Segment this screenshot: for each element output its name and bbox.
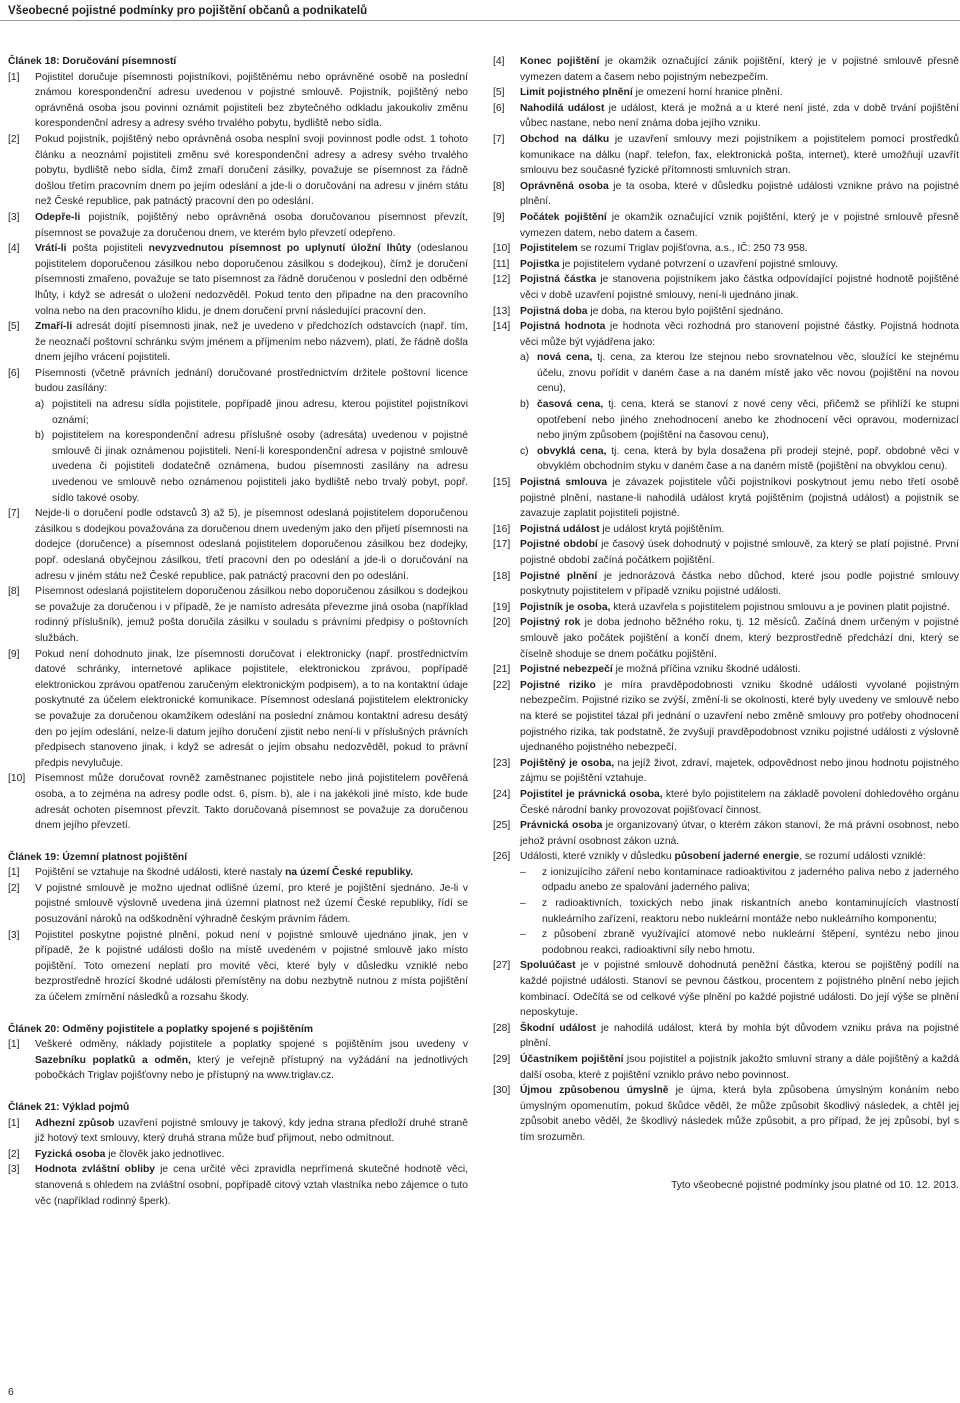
paragraph-number: [11] — [493, 258, 510, 270]
paragraph-text: Pojištění se vztahuje na škodné události, které nastaly — [35, 867, 286, 879]
validity-note: Tyto všeobecné pojistné podmínky jsou platné od 10. 12. 2013. — [671, 1179, 959, 1191]
paragraph-number: [2] — [8, 882, 20, 894]
definition-item — [493, 210, 959, 241]
definition-item — [493, 1052, 959, 1083]
article-21-paragraph-1 — [8, 1116, 468, 1147]
definition-text: je ta osoba, které v důsledku pojistné události vznikne právo na pojistné plnění. — [520, 180, 960, 208]
paragraph-text: Pokud pojistník, pojištěný nebo oprávněná osoba nesplní svoji povinnost podle odst. 1 tohoto článku a neoznámí pojistiteli změnu své korespondenční adresy a adresy svého trvalého pobytu, bydliště nebo sídla, čímž zmaří doručení zásilky, považuje se písemnost za řádně došlou třetím pracovním dnem po jejím odeslání a jde-li o doručování na adresu v jiném státu než České republice, pak patnáctý pracovní den po odeslání. — [35, 133, 468, 208]
paragraph-number: [8] — [493, 180, 505, 192]
right-column — [493, 54, 959, 1193]
term: nevyzvednutou písemnost po uplynutí úložní lhůty — [148, 243, 412, 255]
definition-item — [493, 101, 959, 132]
article-18-paragraph-8 — [8, 584, 468, 646]
definition-text: je možná příčina vzniku škodné události. — [612, 664, 801, 676]
paragraph-number: [9] — [493, 211, 505, 223]
term: Nahodilá událost — [520, 102, 605, 114]
article-18-paragraph-2 — [8, 132, 468, 210]
definition-text: , se rozumí události vzniklé: — [799, 851, 926, 863]
definition-text: se rozumí Triglav pojišťovna, a.s., IČ: 250 73 958. — [577, 243, 808, 255]
term: Pojistitelem — [520, 243, 578, 255]
paragraph-number: [2] — [8, 1148, 20, 1160]
dash-text: z radioaktivních, toxických nebo jinak riskantních anebo kontaminujících vlastností nukleárního zařízení, reaktoru nebo nukleární montáže nebo nukleárního komponentu; — [542, 898, 959, 925]
article-18-paragraph-7 — [8, 506, 468, 584]
article-18-paragraph-6 — [8, 366, 468, 506]
term: Fyzická osoba — [35, 1148, 106, 1160]
definition-item — [493, 132, 959, 179]
dash-list-item — [520, 896, 959, 927]
term: Vrátí-li — [35, 243, 67, 255]
dash-bullet: – — [520, 898, 526, 910]
article-19-paragraph-3 — [8, 928, 468, 1006]
list-label: c) — [520, 445, 529, 457]
list-text: tj. cena, za kterou lze stejnou nebo srovnatelnou věc, sloužící ke stejnému účelu, znovu pořídit v daném čase a na daném místě jako věc novou (pojištění na novou cenu), — [537, 352, 959, 395]
list-item — [520, 397, 959, 444]
paragraph-number: [28] — [493, 1022, 511, 1034]
paragraph-number: [20] — [493, 617, 511, 629]
list-item — [35, 428, 468, 506]
term: Újmou způsobenou úmyslně — [520, 1085, 669, 1097]
article-18-title: Článek 18: Doručování písemností — [8, 56, 177, 67]
paragraph-number: [9] — [8, 648, 20, 660]
dash-bullet: – — [520, 866, 526, 878]
term: Pojistná doba — [520, 305, 588, 317]
definition-text: je doba jednoho běžného roku, tj. 12 měsíců. Začíná dnem určeným v pojistné smlouvě jako počátek pojištění a končí dnem, který bezprostředně předchází dni, který se číselně shoduje se dnem počátku pojištění. — [520, 617, 960, 660]
term: Pojistník je osoba, — [520, 601, 611, 613]
definition-text: je nahodilá událost, která by mohla být důvodem vzniku práva na pojistné plnění. — [520, 1022, 959, 1050]
definition-item — [493, 85, 959, 101]
section-gap — [8, 1084, 468, 1100]
paragraph-number: [12] — [493, 274, 511, 286]
definition-item — [493, 958, 959, 1020]
term: nová cena, — [537, 352, 593, 364]
term: Hodnota zvláštní obliby — [35, 1164, 155, 1176]
term: Škodní událost — [520, 1022, 596, 1034]
article-19-title: Článek 19: Územní platnost pojištění — [8, 851, 188, 863]
article-19-paragraph-1 — [8, 865, 468, 881]
definition-item — [493, 522, 959, 538]
article-20-title: Článek 20: Odměny pojistitele a poplatky spojené s pojištěním — [8, 1023, 313, 1035]
definition-text: je omezení horní hranice plnění. — [632, 87, 783, 99]
paragraph-number: [25] — [493, 820, 511, 832]
paragraph-text: Písemnost odeslaná pojistitelem doporučenou zásilkou nebo doporučenou zásilkou s dodejkou se považuje za doručenou i v případě, že je namísto adresáta převezme jiná osoba (například rodinný příslušník), jemuž pošta doručila zásilku v souladu s právními předpisy o poštovních službách. — [35, 586, 468, 644]
definition-text: je uzavření smlouvy mezi pojistníkem a pojistitelem pomocí prostředků komunikace na dálku (např. telefon, fax, elektronická pošta, internet), které umožňují uzavřít smlouvu bez současné fyzické přítomnosti smluvních stran. — [520, 133, 960, 177]
paragraph-number: [14] — [493, 321, 511, 333]
definition-text: je v pojistné smlouvě dohodnutá peněžní částka, kterou se pojištěný podílí na každé pojistné události. Stanoví se pevnou částkou, procentem z pojistného plnění nebo jejich kombinací. Odečítá se od celkové výše plnění po každé pojistné události. Do její výše se plnění neposkytuje. — [520, 960, 959, 1019]
definition-text: je jednorázová částka nebo důchod, které jsou podle pojistné smlouvy poskytnuty pojistitelem v případě vzniku pojistné události. — [520, 570, 959, 598]
paragraph-number: [1] — [8, 1117, 20, 1129]
definition-item — [493, 662, 959, 678]
term: obvyklá cena, — [537, 445, 607, 457]
definition-text: které bylo pojistitelem na základě povolení dohledového orgánu České národní banky provozovat pojišťovací činnost. — [520, 788, 959, 816]
paragraph-number: [17] — [493, 539, 511, 551]
definition-text: je okamžik označující zánik pojištění, který je v pojistné smlouvě přesně vymezen datem a časem nebo pojistným nebezpečím. — [520, 56, 959, 83]
definition-item — [493, 756, 959, 787]
definition-item — [493, 1021, 959, 1052]
list-text: tj. cena, která by byla dosažena při prodeji stejné, popř. obdobné věci v obvyklém obchodním styku v daném čase a na daném místě (pojištění na obvyklou cenu). — [537, 445, 959, 473]
term: Právnická osoba — [520, 820, 603, 832]
list-item — [35, 397, 468, 428]
definition-text: je újma, která byla způsobena úmyslným konáním nebo úmyslným opomenutím, pokud škůdce věděl, že může způsobit škodlivý následek, a chtěl jej způsobit anebo věděl, že škodlivý následek může způsobit, a pro případ, že jej způsobí, byl s tím srozuměn. — [520, 1085, 959, 1143]
definition-item — [493, 678, 959, 756]
article-21-paragraph-2 — [8, 1147, 468, 1163]
article-19-paragraph-2 — [8, 881, 468, 928]
paragraph-text: který je veřejně přístupný na vyžádání na jednotlivých pobočkách Triglav pojišťovny nebo je přístupný na www.triglav.cz. — [35, 1054, 469, 1082]
paragraph-number: [13] — [493, 305, 511, 317]
term: Pojistné nebezpečí — [520, 664, 613, 676]
paragraph-number: [27] — [493, 960, 511, 972]
term: Zmaří-li — [35, 321, 73, 333]
definition-item — [493, 615, 959, 662]
term: působení jaderné energie — [674, 851, 800, 863]
definition-text: na jejíž život, zdraví, majetek, odpovědnost nebo jinou hodnotu pojistného zájmu se pojištění vztahuje. — [520, 757, 959, 785]
paragraph-number: [29] — [493, 1054, 511, 1065]
paragraph-number: [1] — [8, 1039, 20, 1051]
term: Pojištěný je osoba, — [520, 757, 615, 769]
paragraph-number: [3] — [8, 211, 20, 223]
paragraph-number: [18] — [493, 570, 511, 582]
paragraph-text: pošta pojistiteli — [66, 243, 149, 255]
paragraph-number: [10] — [8, 773, 26, 785]
dash-text: z působení zbraně využívající atomové nebo nukleární štěpení, syntézu nebo jinou podobnou reakci, radioaktivní síly nebo hmotu. — [542, 929, 959, 956]
definition-item — [493, 272, 959, 303]
definition-item — [493, 818, 959, 849]
definition-item — [493, 54, 959, 85]
paragraph-number: [16] — [493, 523, 511, 535]
paragraph-text: Nejde-li o doručení podle odstavců 3) až 5), je písemnost odeslaná pojistitelem doporučenou zásilkou s dodejkou považována za doručenou dnem uvedeným jako den přijetí písemnosti na dodejce (doručence) a písemnost odeslaná pojistitelem doporučenou zásilkou bez dodejky, popř. odeslaná obyčejnou zásilkou, třetí pracovní den po odeslání a jde-li o doručování na adresu v jiném státu než České republice, pak patnáctý pracovní den po odeslání. — [35, 508, 468, 582]
definition-item — [493, 304, 959, 320]
term: na území České republiky. — [285, 867, 414, 879]
list-label: a) — [520, 352, 530, 364]
paragraph-number: [4] — [8, 243, 20, 255]
definition-text: je míra pravděpodobnosti vzniku škodné události vyvolané pojistným nebezpečím. Pojistné riziko se zvýší, změní-li se okolnosti, které byly uvedeny ve smlouvě nebo na které se pojistitel tázal při jednání o uzavření nebo změně smlouvy pro potřeby ohodnocení pojistného rizika, tak podstatně, že zvyšují pravděpodobnost vzniku pojistné události z výslovně ujednaného pojistného nebezpečí. — [520, 679, 960, 754]
term: Pojistitel je právnická osoba, — [520, 788, 663, 800]
paragraph-number: [7] — [8, 508, 20, 520]
definition-text: je událost, která je možná a u které není jisté, zda v době trvání pojištění vůbec nastane, nebo není známa doba jejího vzniku. — [520, 102, 959, 130]
definition-text: je závazek pojistitele vůči pojistníkovi poskytnout jemu nebo třetí osobě pojistné plnění, nastane-li nahodilá událost krytá pojištěním (pojistná událost) a pojistník se zavazuje zaplatit pojistiteli pojistné. — [520, 477, 959, 520]
paragraph-text: Písemnosti (včetně právních jednání) doručované prostřednictvím držitele poštovní licence budou zasílány: — [35, 367, 468, 395]
paragraph-text: je cena určité věci zpravidla neprřímená skutečné hodnotě věci, stanovená s ohledem na zvláštní osobní, popřípadě citový vztah vlastníka nebo zájemce o tuto věc (například rodinný šperk). — [35, 1164, 468, 1207]
paragraph-number: [2] — [8, 133, 20, 145]
left-column — [8, 54, 468, 1209]
paragraph-number: [1] — [8, 867, 20, 879]
term: Oprávněná osoba — [520, 180, 609, 192]
paragraph-number: [21] — [493, 664, 511, 676]
term: Odepře-li — [35, 211, 81, 223]
definition-item — [493, 849, 959, 958]
paragraph-text: Pokud není dohodnuto jinak, lze písemnosti doručovat i elektronicky (např. prostřednictvím datové schránky, internetové aplikace pojistitele, elektronickou zprávou, popřípadě elektronickou zprávou opatřenou zaručeným elektronickým podpisem), a to na kontaktní údaje poskytnuté za účelem elektronické komunikace. Písemnost odeslaná pojistitelem elektronicky se považuje za doručenou okamžikem odeslání na poslední známou kontaktní adresu desátý den po jejím odeslání, nelze-li datum jejího doručení zjistit nebo není-li v příslušných právních předpisech stanoveno jinak, i když se adresát o jejím obsahu nedozvěděl, pokud to právní předpis nevylučuje. — [35, 648, 468, 769]
paragraph-text: pojistník, pojištěný nebo oprávněná osoba doručovanou písemnost převzít, písemnost se považuje za doručenou dnem, ve kterém bylo převzetí odepřeno. — [35, 211, 468, 239]
definition-item — [493, 537, 959, 568]
paragraph-number: [6] — [493, 102, 505, 114]
paragraph-number: [30] — [493, 1085, 511, 1097]
paragraph-number: [3] — [8, 1164, 20, 1176]
term: Pojistná částka — [520, 274, 597, 286]
term: Sazebníku poplatků a odměn, — [35, 1054, 191, 1066]
term: Účastníkem pojištění — [520, 1054, 624, 1065]
definition-text: je stanovena pojistníkem jako částka odpovídající pojistné hodnotě pojištěné věci v době uzavření pojistné smlouvy, není-li ujednáno jinak. — [520, 274, 959, 301]
paragraph-number: [23] — [493, 757, 511, 769]
term: Pojistné období — [520, 539, 598, 551]
term: Pojistné riziko — [520, 679, 596, 691]
definition-text: Události, které vznikly v důsledku — [520, 851, 675, 863]
definition-item — [493, 1083, 959, 1145]
term: Limit pojistného plnění — [520, 87, 633, 99]
paragraph-text: adresát dojití písemnosti jinak, než je uvedeno v předchozích odstavcích (např. tím, že neoznačí poštovní schránku svým jménem a příjmením nebo názvem), platí, že řádně došla dnem jejího vrácení pojistiteli. — [35, 321, 468, 364]
paragraph-text: Pojistitel doručuje písemnosti pojistníkovi, pojištěnému nebo oprávněné osobě na poslední známou korespondenční adresu uvedenou v pojistné smlouvě. Pojistník, pojištěný nebo oprávněná osoba jsou povinni oznámit pojistiteli bez zbytečného odkladu jakoukoliv změnu korespondenční adresy a adresy svého trvalého pobytu, bydliště nebo sídla. — [35, 71, 468, 130]
list-text: tj. cena, která se stanoví z nové ceny věci, přičemž se přihlíží ke stupni opotřebení nebo jiného znehodnocení anebo ke zhodnocení věci opravou, modernizací nebo jiným způsobem (pojištění na časovou cenu), — [537, 399, 959, 442]
list-item — [520, 444, 959, 475]
term: Pojistka — [520, 258, 560, 270]
header-divider — [0, 20, 960, 21]
article-18-paragraph-4 — [8, 241, 468, 319]
term: Počátek pojištění — [520, 211, 607, 223]
term: Konec pojištění — [520, 56, 600, 67]
definition-item — [493, 179, 959, 210]
paragraph-number: [6] — [8, 367, 20, 379]
paragraph-number: [15] — [493, 477, 511, 489]
dash-text: z ionizujícího záření nebo kontaminace radioaktivitou z jaderného paliva nebo z jaderného odpadu anebo ze spalování jaderného paliva; — [542, 866, 959, 894]
definitions-list-3 — [493, 958, 959, 1145]
section-gap — [8, 834, 468, 850]
paragraph-number: [7] — [493, 133, 505, 145]
term: Pojistný rok — [520, 617, 581, 629]
definition-text: je organizovaný útvar, o kterém zákon stanoví, že má právní osobnost, nebo jehož právní osobnost zákon uzná. — [520, 820, 959, 847]
definition-item — [493, 241, 959, 257]
article-18-paragraph-10 — [8, 771, 468, 833]
definition-text: je doba, na kterou bylo pojištění sjednáno. — [587, 305, 784, 317]
document-header-title: Všeobecné pojistné podmínky pro pojištění občanů a podnikatelů — [8, 5, 368, 17]
paragraph-number: [26] — [493, 851, 511, 863]
article-21-paragraph-3 — [8, 1162, 468, 1209]
term: Adhezní způsob — [35, 1117, 115, 1129]
dash-list-item — [520, 865, 959, 896]
list-item — [520, 350, 959, 397]
list-text: pojistitelem na korespondenční adresu příslušné osoby (adresáta) uvedenou v pojistné smlouvě či jinak oznámenou pojistiteli. Není-li korespondenční adresa v pojistné smlouvě uvedena či pojistiteli dodatečně oznámena, budou písemnosti zasílány na adresu uvedenou ve smlouvě nebo oznámenou pojistiteli jako bydliště nebo trvalý pobyt, popř. sídlo takové osoby. — [52, 430, 468, 504]
definitions-list-2 — [493, 475, 959, 958]
list-text: pojistiteli na adresu sídla pojistitele, popřípadě jinou adresu, kterou pojistitel pojistníkovi oznámí; — [52, 399, 468, 426]
definition-item — [493, 600, 959, 616]
dash-bullet: – — [520, 929, 526, 941]
article-18-paragraph-9 — [8, 647, 468, 772]
article-21-title: Článek 21: Výklad pojmů — [8, 1102, 130, 1113]
article-18-paragraph-1 — [8, 70, 468, 132]
paragraph-text: Veškeré odměny, náklady pojistitele a poplatky spojené s pojištěním jsou uvedeny v — [35, 1039, 468, 1051]
paragraph-number: [5] — [8, 321, 20, 333]
term: Pojistné plnění — [520, 570, 598, 582]
term: Pojistná smlouva — [520, 477, 608, 489]
paragraph-text: V pojistné smlouvě je možno ujednat odlišné území, pro které je pojištění sjednáno. Je-li v pojistné smlouvě výslovně uvedena jiná územní platnost než území České republiky, řídí se posuzování nároků na odškodnění výhradně českým právním řádem. — [35, 882, 468, 926]
definition-text: je pojistitelem vydané potvrzení o uzavření pojistné smlouvy. — [559, 258, 839, 270]
paragraph-number: [24] — [493, 788, 511, 800]
article-18-paragraph-3 — [8, 210, 468, 241]
section-gap — [8, 1006, 468, 1022]
article-20-paragraph-1 — [8, 1037, 468, 1084]
paragraph-text: Písemnost může doručovat rovněž zaměstnanec pojistitele nebo jiná pojistitelem pověřená osoba, a to zejména na adresy podle odst. 6, písm. b), ale i na jakékoli jiné místo, kde bude adresát ochoten písemnost převzít. Takto doručovaná písemnost se považuje za doručenou dnem jejího převzetí. — [35, 773, 468, 832]
term: Pojistná hodnota — [520, 321, 606, 333]
paragraph-text: Pojistitel poskytne pojistné plnění, pokud není v pojistné smlouvě ujednáno jinak, jen v případě, že k pojistné události došlo na místě uvedeném v pojistné smlouvě jako místo pojištění. Toto omezení neplatí pro movité věci, které byly v důsledku vzniklé nebo bezprostředně hrozící škodné události přemístěny na dobu nezbytně nutnou z místa pojištění za účelem zmírnění následků a rozsahu škody. — [35, 929, 468, 1004]
definition-text: je časový úsek dohodnutý v pojistné smlouvě, za který se platí pojistné. První pojistné období začíná počátkem pojištění. — [520, 539, 959, 566]
definition-item — [493, 569, 959, 600]
definitions-list-1 — [493, 54, 959, 475]
paragraph-number: [1] — [8, 71, 20, 83]
definition-item — [493, 475, 959, 522]
paragraph-number: [10] — [493, 243, 511, 255]
definition-item — [493, 787, 959, 818]
definition-item — [493, 257, 959, 273]
list-label: a) — [35, 399, 45, 411]
paragraph-text: (odeslanou pojistitelem doporučenou zásilkou nebo doporučenou zásilkou s dodejkou), čímž je doručení písemnosti zmařeno, považuje se tato písemnost za řádně doručenou v poslední den odběrné lhůty, i když se adresát o uložení nedozvěděl. Pokud tento den připadne na den pracovního volna nebo na den pracovního klidu, je dnem doručení první následující pracovní den. — [35, 243, 469, 317]
definition-text: která uzavřela s pojistitelem pojistnou smlouvu a je povinen platit pojistné. — [610, 601, 950, 613]
paragraph-number: [4] — [493, 56, 505, 67]
page-number: 6 — [8, 1387, 14, 1398]
dash-list-item — [520, 927, 959, 958]
definition-text: je hodnota věci rozhodná pro stanovení pojistné částky. Pojistná hodnota věci může být vyjádřena jako: — [520, 321, 959, 348]
definition-item — [493, 319, 959, 475]
list-label: b) — [520, 399, 530, 411]
article-18-paragraph-5 — [8, 319, 468, 366]
list-label: b) — [35, 430, 45, 442]
paragraph-text: je člověk jako jednotlivec. — [105, 1148, 225, 1160]
term: Obchod na dálku — [520, 133, 610, 145]
term: Pojistná událost — [520, 523, 600, 535]
paragraph-number: [3] — [8, 929, 20, 941]
paragraph-number: [22] — [493, 679, 511, 691]
paragraph-number: [19] — [493, 601, 511, 613]
term: Spoluúčast — [520, 960, 576, 972]
definition-text: je událost krytá pojištěním. — [599, 523, 725, 535]
paragraph-number: [5] — [493, 87, 505, 99]
paragraph-text: uzavření pojistné smlouvy je takový, kdy jedna strana předloží druhé straně již hotový text smlouvy, který druhá strana může buď přijmout, nebo odmítnout. — [35, 1117, 468, 1145]
paragraph-number: [8] — [8, 586, 20, 598]
definition-text: je okamžik označující vznik pojištění, který je v pojistné smlouvě přesně vymezen datem, nebo datem a časem. — [520, 211, 959, 239]
term: časová cena, — [537, 399, 604, 411]
definition-text: jsou pojistitel a pojistník jakožto smluvní strany a dále pojištěný a každá další osoba, které z pojištění vzniklo právo nebo povinnost. — [520, 1054, 959, 1081]
